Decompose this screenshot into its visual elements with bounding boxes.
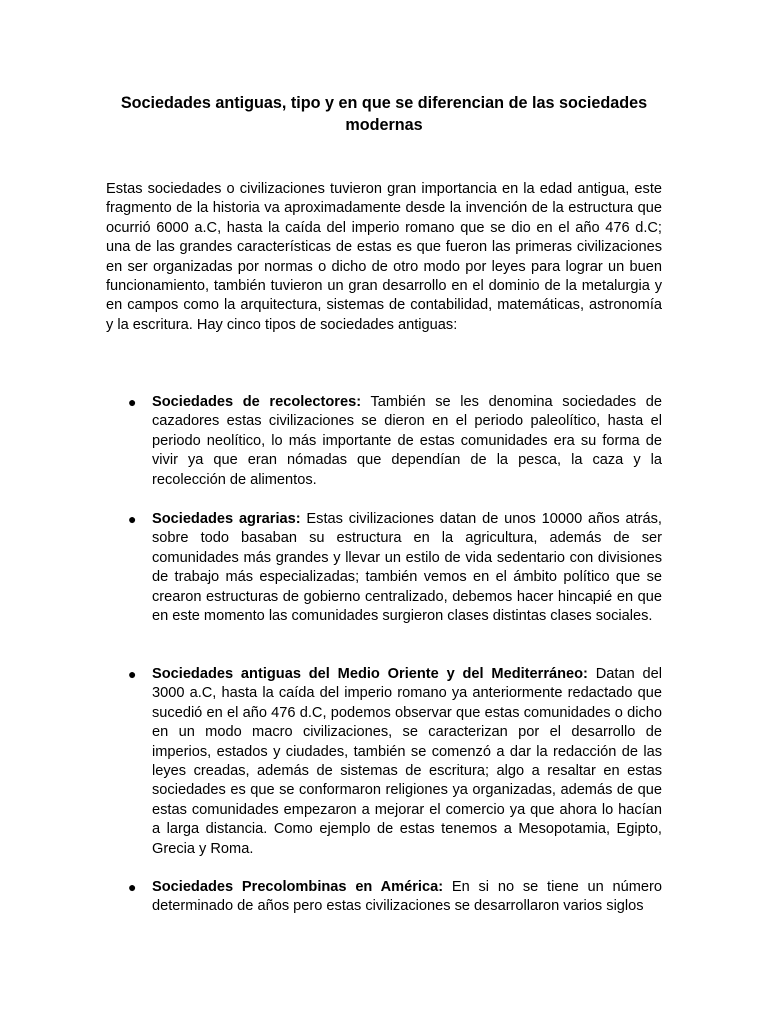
- list-item-title: Sociedades agrarias:: [152, 511, 301, 527]
- list-item-text: [152, 393, 662, 490]
- document-title: Sociedades antiguas, tipo y en que se diferencian de las sociedades modernas: [120, 94, 648, 134]
- bullet-icon: ●: [128, 511, 137, 527]
- list-item-body: Datan del 3000 a.C, hasta la caída del imperio romano ya anteriormente redactado que sucedió en el año 476 d.C, podemos observar que estas comunidades o dicho en un modo macro civilizaciones, se caracterizan por el desarrollo de imperios, estados y ciudades, también se comenzó a dar la redacción de las leyes creadas, además de sistemas de escritura; algo a resaltar en estas sociedades es que se conformaron religiones ya organizadas, además de que estas comunidades empezaron a mejorar el comercio ya que ahora lo hacían a larga distancia. Como ejemplo de estas tenemos a Mesopotamia, Egipto, Grecia y Roma.: [152, 666, 662, 857]
- bullet-icon: ●: [128, 394, 137, 410]
- list-item-title: Sociedades de recolectores:: [152, 394, 362, 410]
- list-item-body: En si no se tiene un número determinado de años pero estas civilizaciones se desarrollaron varios siglos: [152, 879, 662, 915]
- list-item-body: Estas civilizaciones datan de unos 10000 años atrás, sobre todo basaban su estructura en la agricultura, además de ser comunidades más grandes y llevar un estilo de vida sedentario con divisiones de trabajo más especializadas; también vemos en el ámbito político que se crearon estructuras de gobierno centralizado, debemos hacer hincapié en que en este momento las comunidades surgieron clases distintas clases sociales.: [152, 511, 662, 625]
- list-item-body: También se les denomina sociedades de cazadores estas civilizaciones se dieron en el periodo paleolítico, hasta el periodo neolítico, lo más importante de estas comunidades era su forma de vivir ya que eran nómadas que dependían de la pesca, la caza y la recolección de alimentos.: [152, 394, 662, 488]
- list-item-text: [152, 510, 662, 626]
- bullet-icon: ●: [128, 666, 137, 682]
- list-item-text: [152, 878, 662, 917]
- intro-paragraph: Estas sociedades o civilizaciones tuvieron gran importancia en la edad antigua, este fragmento de la historia va aproximadamente desde la invención de la estructura que ocurrió 6000 a.C, hasta la caída del imperio romano que se dio en el año 476 d.C; una de las grandes características de estas es que fueron las primeras civilizaciones en ser organizadas por normas o dicho de otro modo por leyes para lograr un buen funcionamiento, también tuvieron un gran desarrollo en el dominio de la metalurgia y en campos como la arquitectura, sistemas de contabilidad, matemáticas, astronomía y la escritura. Hay cinco tipos de sociedades antiguas:: [106, 181, 662, 333]
- list-item-title: Sociedades antiguas del Medio Oriente y del Mediterráneo:: [152, 666, 588, 682]
- bullet-icon: ●: [128, 879, 137, 895]
- list-item-text: [152, 665, 662, 859]
- list-item-title: Sociedades Precolombinas en América:: [152, 879, 444, 895]
